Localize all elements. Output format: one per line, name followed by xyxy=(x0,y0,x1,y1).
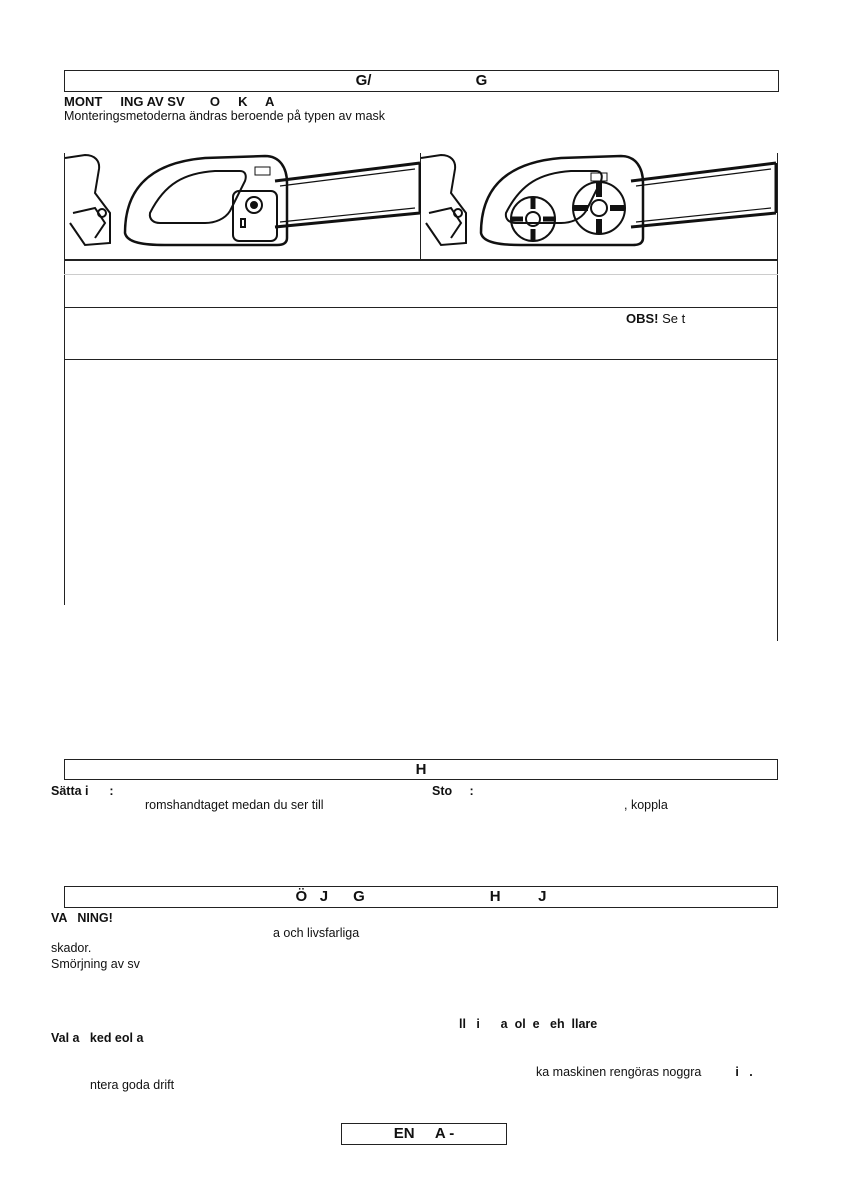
footer-label: EN A - xyxy=(393,1125,455,1142)
section3-header: Ö J G H J xyxy=(295,888,547,905)
section3-header-box xyxy=(64,886,778,908)
section3-warning-bold: VA NING! xyxy=(51,911,113,925)
section1-subtitle: MONT ING AV SV O K A xyxy=(64,94,275,109)
section1-header-box xyxy=(64,70,779,92)
right-text: ka maskinen rengöras noggra xyxy=(536,1065,702,1079)
section3-right-text xyxy=(536,1065,753,1079)
section2-left-text: romshandtaget medan du ser till xyxy=(145,798,324,812)
chainsaw-image-right xyxy=(421,153,777,259)
section2-left-bold: Sätta i : xyxy=(51,784,114,798)
section2-right-text: , koppla xyxy=(624,798,668,812)
section3-warning-text: a och livsfarliga xyxy=(273,926,360,940)
section2-right-bold: Sto : xyxy=(432,784,474,798)
section2-header: H xyxy=(415,761,427,778)
section1-intro: Monteringsmetoderna ändras beroende på typen av mask xyxy=(64,109,386,123)
right-bold2: i . xyxy=(735,1065,753,1079)
section3-skador: skador. xyxy=(51,941,92,955)
section3-right-bold: ll i a ol e eh llare xyxy=(459,1017,598,1031)
section2-header-box xyxy=(64,759,778,780)
section3-ntera: ntera goda drift xyxy=(90,1078,175,1092)
section3-vala-bold: Val a ked eol a xyxy=(51,1031,144,1045)
note-bold: OBS! xyxy=(626,311,659,326)
footer-box xyxy=(341,1123,507,1145)
section1-header: G/ G xyxy=(355,72,488,89)
section1-note xyxy=(626,312,685,326)
chainsaw-image-left xyxy=(65,153,421,259)
section3-smorjning: Smörjning av sv xyxy=(51,957,140,971)
note-text: Se t xyxy=(658,311,686,326)
